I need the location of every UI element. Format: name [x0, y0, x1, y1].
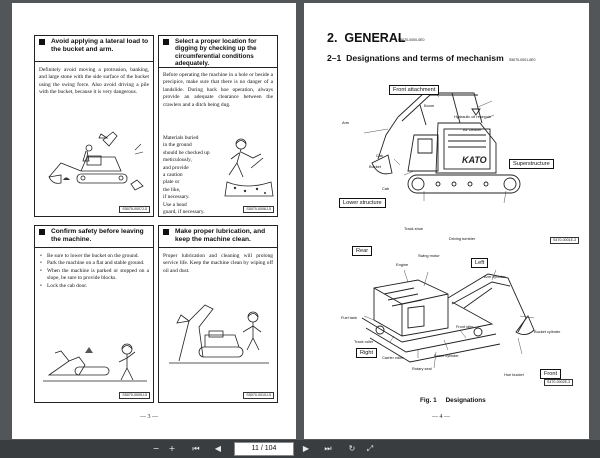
page-right — [304, 3, 589, 439]
label-boom: Boom — [424, 103, 435, 108]
list-item: • Park the machine on a flat and stable ground. — [39, 260, 149, 267]
box-lateral-load-header — [35, 36, 153, 62]
label-cab-upper: Cab — [376, 153, 384, 158]
label-bucket-cylinder: Bucket cylinder — [534, 329, 561, 334]
label-right: Right — [356, 348, 377, 358]
box-lubrication — [158, 225, 278, 403]
label-driving-tumbler: Driving tumbler — [449, 236, 476, 241]
label-boom-cylinder: Boom cylinder — [434, 353, 459, 358]
page-left — [12, 3, 296, 439]
brand-mark: KATO — [462, 155, 487, 165]
label-hoe-bucket: Hoe bucket — [504, 372, 524, 377]
box-lubrication-text: Proper lubrication and cleaning will prolong service life. Keep the machine clean by wiping off oil and dust. — [163, 253, 273, 274]
top-figure-code: S470-0001E-3 — [550, 237, 579, 244]
excavator-side-swing-illustration — [41, 126, 149, 201]
last-page-icon[interactable]: ⏭ — [324, 444, 332, 453]
label-hydraulic-oil-reservoir: Hydraulic oil reservoir — [454, 114, 492, 119]
box-digging-location-title: Select a proper location for digging by checking up the circumferential conditions adequately. — [175, 38, 257, 68]
figure-caption: Fig. 1 Designations — [420, 397, 486, 404]
fit-icon[interactable]: ⤢ — [366, 444, 374, 453]
label-track-shoe: Track shoe — [404, 226, 424, 231]
label-arm-cylinder: Arm cylinder — [484, 274, 506, 279]
bottom-figure-code: S470-0002E-3 — [544, 379, 573, 386]
box-digging-location-list: Materials buried in the ground should be checked up meticulously, and provide a caution plate or the like, if necessary. Use a head guard, if necessary. — [163, 135, 210, 216]
label-front: Front — [540, 369, 561, 379]
label-arm: Arm — [342, 120, 350, 125]
box-lateral-load-text: Definitely avoid moving a protrusion, banking, and large stone with the side surface of the bucket using the swing force. Also avoid driving a pile with the bucket, because it is very dangerous. — [39, 67, 149, 96]
parked-machine-illustration — [41, 331, 149, 386]
chapter-title-code: S5070-0000-0E0 — [398, 38, 425, 42]
zoom-out-icon[interactable]: − — [152, 444, 160, 453]
page-number-field[interactable]: 11 / 104 — [234, 442, 294, 456]
next-page-icon[interactable]: ▶ — [302, 444, 310, 453]
box-lubrication-title: Make proper lubrication, and keep the machine clean. — [175, 228, 266, 243]
label-engine: Engine — [396, 262, 409, 267]
label-rear: Rear — [352, 246, 372, 256]
label-fuel-tank: Fuel tank — [341, 315, 358, 320]
list-item: • Lock the cab door. — [39, 283, 149, 290]
label-superstructure: Superstructure — [509, 159, 554, 169]
label-front-attachment: Front attachment — [389, 85, 439, 95]
square-bullet-icon — [39, 39, 45, 45]
label-left: Left — [471, 258, 488, 268]
label-rotary-seal: Rotary seal — [412, 366, 432, 371]
label-swing-motor: Swing motor — [418, 253, 440, 258]
box-digging-location — [158, 35, 278, 217]
box-leaving-machine-title: Confirm safety before leaving the machine. — [51, 228, 144, 243]
box-leaving-machine-list — [39, 253, 149, 290]
box-lubrication-code: S5070-0010J-5 — [243, 392, 274, 399]
box-leaving-machine-header — [35, 226, 153, 248]
box-digging-location-header — [159, 36, 277, 68]
first-page-icon[interactable]: ⏮ — [192, 444, 200, 453]
box-leaving-machine — [34, 225, 154, 403]
worker-digging-illustration — [221, 136, 275, 202]
label-cab-lower: Cab — [382, 186, 390, 191]
list-item: • Be sure to lower the bucket on the ground. — [39, 253, 149, 260]
lubrication-illustration — [165, 291, 273, 381]
page-number-left: — 3 — — [140, 414, 158, 420]
box-lubrication-header — [159, 226, 277, 248]
page-number-right: — 4 — — [432, 414, 450, 420]
label-lower-structure: Lower structure — [339, 198, 386, 208]
square-bullet-icon — [163, 39, 169, 45]
zoom-in-icon[interactable]: + — [168, 444, 176, 453]
label-bucket: Bucket — [369, 164, 381, 169]
excavator-side-view-drawing — [344, 75, 529, 215]
chapter-title: 2. GENERAL — [327, 31, 406, 45]
list-item: • When the machine is parked or stopped on a slope, be sure to provide blocks. — [39, 268, 149, 283]
box-lateral-load-code: S5075-0007J-5 — [119, 206, 150, 213]
excavator-perspective-drawing — [344, 258, 554, 388]
viewer-toolbar — [0, 440, 600, 458]
label-carrier-roller: Carrier roller — [382, 355, 404, 360]
label-air-cleaner: Air cleaner — [463, 127, 482, 132]
box-leaving-machine-code: S5070-0009J-5 — [119, 392, 150, 399]
prev-page-icon[interactable]: ◀ — [214, 444, 222, 453]
rotate-icon[interactable]: ↻ — [348, 444, 356, 453]
square-bullet-icon — [163, 229, 169, 235]
square-bullet-icon — [39, 229, 45, 235]
box-digging-location-text: Before operating the machine in a hole or beside a precipice, make sure that there is no danger of a landslide. During back hoe operation, always provide an adequate clearance between the crawlers and a ditch being dug. — [163, 72, 273, 108]
box-digging-location-code: S5070-0006J-5 — [243, 206, 274, 213]
label-front-idler: Front idler — [456, 324, 474, 329]
box-lateral-load-title: Avoid applying a lateral load to the bucket and arm. — [51, 38, 149, 53]
box-lateral-load — [34, 35, 154, 217]
label-track-roller: Track roller — [354, 339, 374, 344]
section-title: 2–1 Designations and terms of mechanism — [327, 53, 504, 63]
section-title-code: S5070-0001-0E0 — [509, 58, 536, 62]
